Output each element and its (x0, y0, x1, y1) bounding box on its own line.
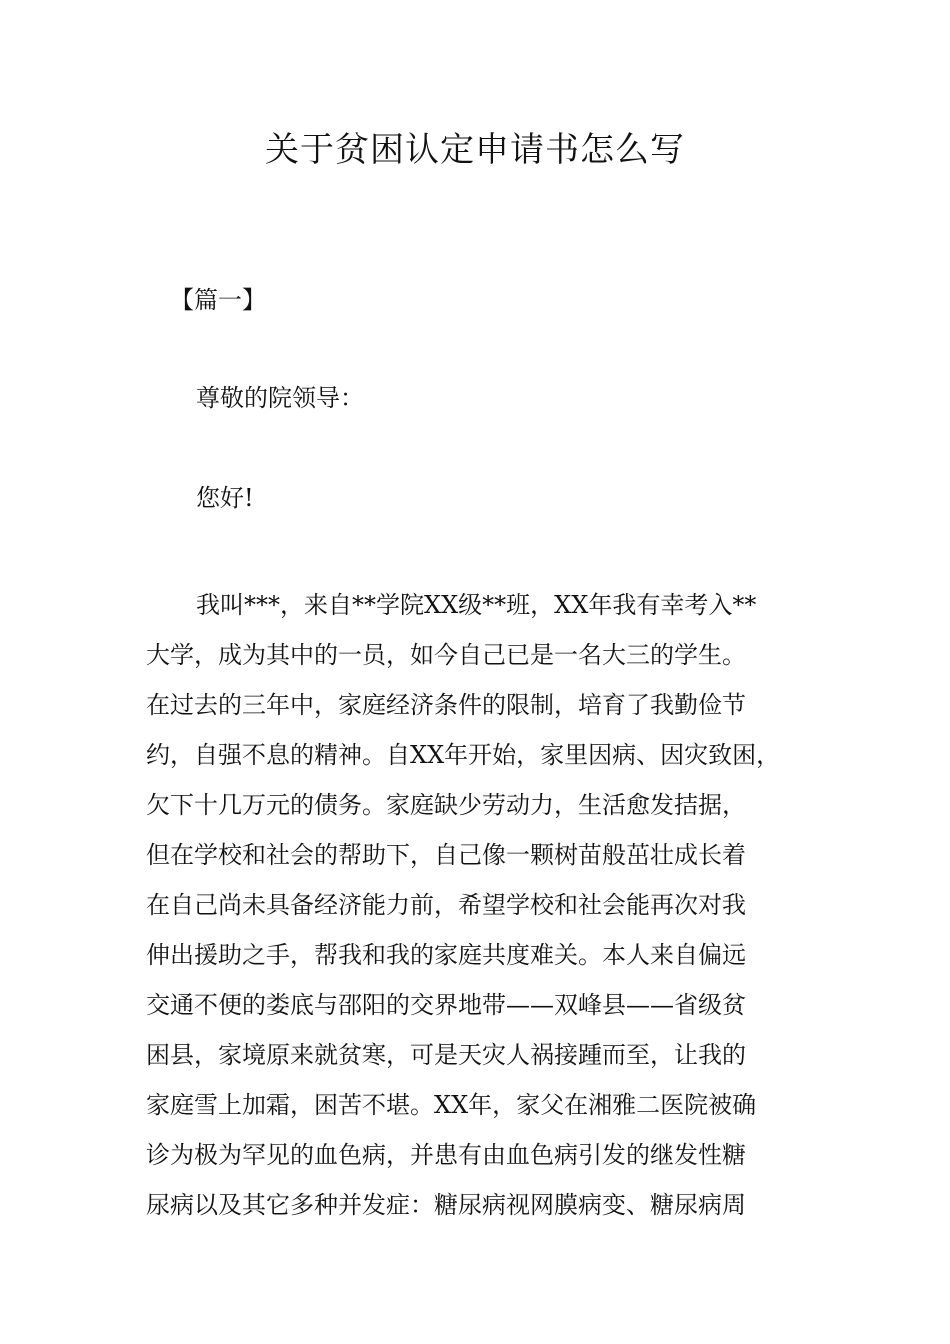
body-line: 约，自强不息的精神。自XX年开始，家里因病、因灾致困， (146, 741, 781, 769)
body-line: 在自己尚未具备经济能力前，希望学校和社会能再次对我 (146, 891, 746, 919)
greeting: 您好! (196, 484, 254, 512)
body-line: 困县，家境原来就贫寒，可是天灾人祸接踵而至，让我的 (146, 1041, 746, 1069)
body-line: 诊为极为罕见的血色病，并患有由血色病引发的继发性糖 (146, 1141, 746, 1169)
body-line: 我叫***，来自**学院XX级**班，XX年我有幸考入** (196, 591, 757, 619)
body-line: 但在学校和社会的帮助下，自己像一颗树苗般茁壮成长着 (146, 841, 746, 869)
body-line: 伸出援助之手，帮我和我的家庭共度难关。本人来自偏远 (146, 941, 746, 969)
body-paragraph (146, 580, 816, 1230)
body-line: 交通不便的娄底与邵阳的交界地带——双峰县——省级贫 (146, 991, 746, 1019)
salutation: 尊敬的院领导： (196, 384, 364, 412)
document-title: 关于贫困认定申请书怎么写 (265, 130, 685, 170)
body-line: 在过去的三年中，家庭经济条件的限制，培育了我勤俭节 (146, 691, 746, 719)
body-line: 欠下十几万元的债务。家庭缺少劳动力，生活愈发拮据， (146, 791, 746, 819)
section-label: 【篇一】 (170, 286, 266, 314)
body-line: 尿病以及其它多种并发症：糖尿病视网膜病变、糖尿病周 (146, 1191, 746, 1219)
body-line: 家庭雪上加霜，困苦不堪。XX年，家父在湘雅二医院被确 (146, 1091, 757, 1119)
body-line: 大学，成为其中的一员，如今自己已是一名大三的学生。 (146, 641, 746, 669)
